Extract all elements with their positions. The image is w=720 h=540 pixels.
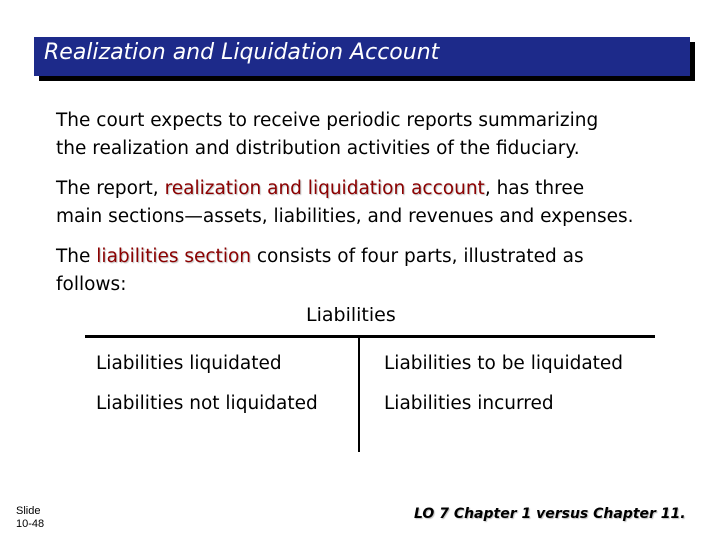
slide-number-label: Slide <box>16 505 41 517</box>
paragraph-2 <box>56 175 696 231</box>
paragraph-3-post: consists of four parts, illustrated as <box>251 246 584 267</box>
paragraph-3-line-1 <box>56 243 696 271</box>
paragraph-2-post: , has three <box>484 178 585 199</box>
paragraph-2-line-1 <box>56 175 696 203</box>
t-account-right-1: Liabilities to be liquidated <box>384 353 624 374</box>
paragraph-1-line-1: The court expects to receive periodic reports summarizing <box>56 110 599 131</box>
footer-learning-objective: LO 7 Chapter 1 versus Chapter 11. <box>414 506 686 522</box>
paragraph-3-pre: The <box>56 246 97 267</box>
paragraph-3-line-2: follows: <box>56 274 127 295</box>
paragraph-1 <box>56 107 696 163</box>
t-account-left-1: Liabilities liquidated <box>96 353 282 374</box>
t-account-left-2: Liabilities not liquidated <box>96 393 318 414</box>
paragraph-2-line-2: main sections—assets, liabilities, and revenues and expenses. <box>56 206 634 227</box>
highlight-term-liabilities-section: liabilities section <box>96 246 251 267</box>
paragraph-1-line-2: the realization and distribution activities of the fiduciary. <box>56 138 580 159</box>
title-bar <box>34 37 690 76</box>
t-account-vertical-rule <box>358 335 360 452</box>
slide-number-value: 10-48 <box>16 518 45 530</box>
t-account-heading: Liabilities <box>306 304 396 326</box>
slide-title: Realization and Liquidation Account <box>44 40 440 65</box>
slide-number <box>16 505 44 531</box>
paragraph-2-pre: The report, <box>56 178 165 199</box>
t-account-right-2: Liabilities incurred <box>384 393 554 414</box>
t-account-horizontal-rule <box>85 335 655 338</box>
paragraph-3 <box>56 243 696 299</box>
highlight-term-realization-account: realization and liquidation account <box>164 178 485 199</box>
